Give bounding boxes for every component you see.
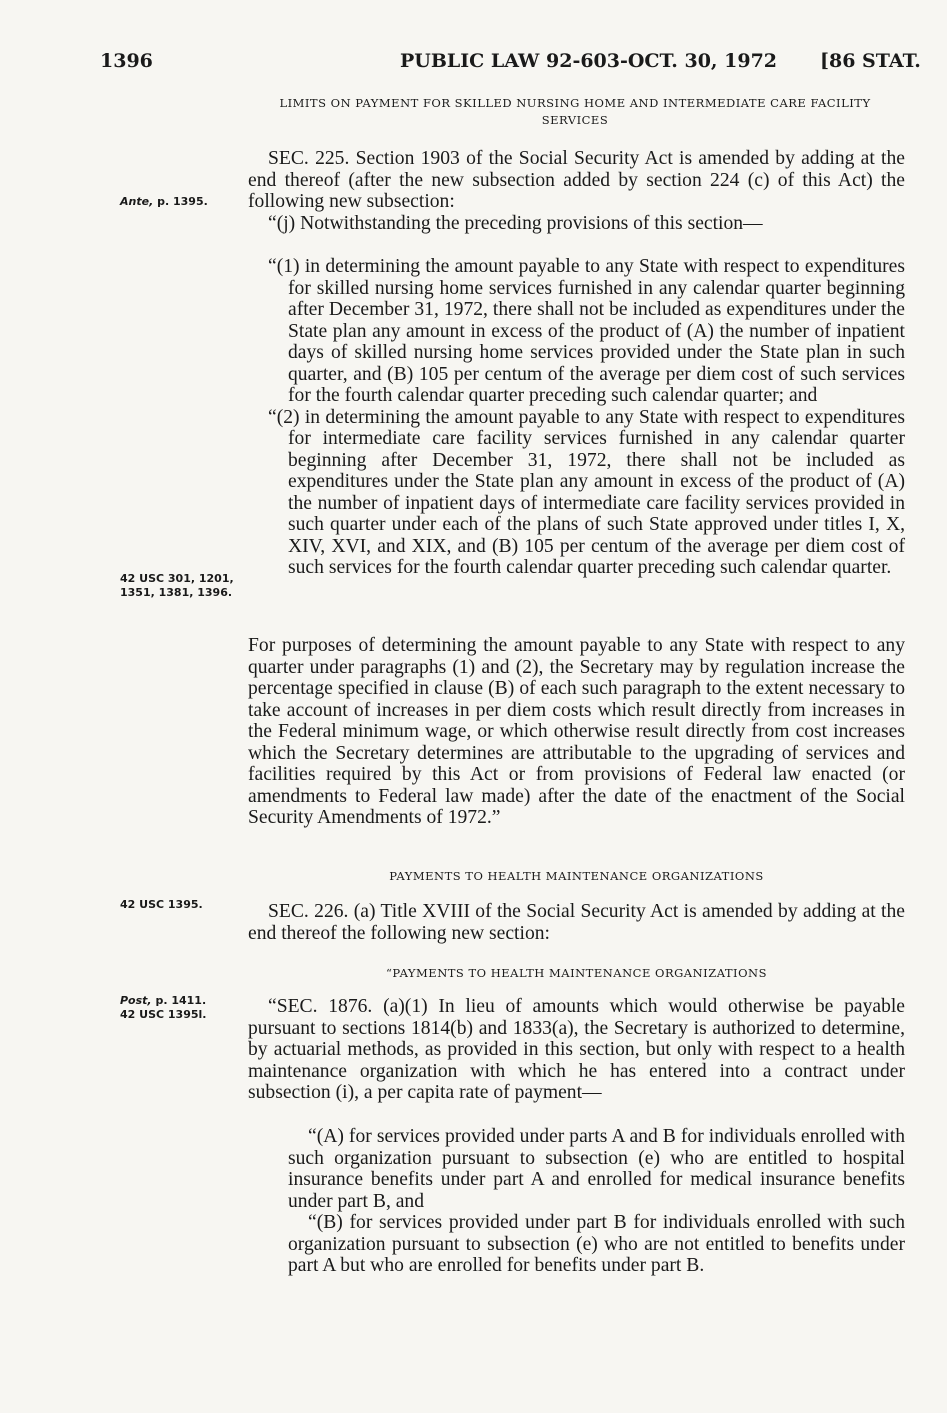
section-226-text: [248, 901, 905, 944]
section-1876-intro: [248, 996, 905, 1104]
section-225-closing: For purposes of determining the amount payable to any State with respect to any quarter under paragraphs (1) and (2), the Secretary may by regulation increase the percentage specified in clause (B) of each such paragraph to the extent necessary to take account of increases in per diem costs which result directly from increases in the Federal minimum wage, or which otherwise result directly from cost increases which the Secretary determines are attributable to the upgrading of services and facilities required by this Act or from provisions of Federal law enacted (or amendments to Federal law made) after the date of the enactment of the Social Security Amendments of 1972.”: [248, 635, 905, 828]
section-225-heading: LIMITS ON PAYMENT FOR SKILLED NURSING HOME AND INTERMEDIATE CARE FACILITY SERVICES: [279, 96, 871, 127]
section-226-heading: PAYMENTS TO HEALTH MAINTENANCE ORGANIZATIONS: [389, 869, 764, 883]
margin-note-ante: [120, 195, 240, 209]
section-225-paragraphs: [268, 256, 905, 579]
subsection-j: “(j) Notwithstanding the preceding provisions of this section—: [268, 212, 763, 234]
section-226-label: SEC. 226.: [268, 901, 349, 922]
section-225-label: SEC. 225.: [268, 148, 350, 169]
clause-B: “(B) for services provided under part B for individuals enrolled with such organization pursuant to subsection (e) who are not entitled to benefits under part A but who are enrolled for benefits under part B.: [288, 1212, 905, 1276]
section-1876-intro-text: (a)(1) In lieu of amounts which would otherwise be payable pursuant to sections 1814(b) and 1833(a), the Secretary is authorized to determine, by actuarial methods, as provided in this section, but only with respect to a health maintenance organization with which he has entered into a contract under subsection (i), a per capita rate of payment—: [248, 996, 906, 1103]
margin-note-post-prefix: Post,: [120, 994, 152, 1007]
section-1876-clauses: [288, 1126, 905, 1277]
section-225-intro: [248, 148, 905, 213]
section-1876-heading: “PAYMENTS TO HEALTH MAINTENANCE ORGANIZATIONS: [386, 966, 767, 980]
margin-note-ante-ref: p. 1395.: [157, 195, 208, 208]
section-1876-label: “SEC. 1876.: [268, 996, 373, 1017]
statute-volume: [86 STAT.: [820, 50, 921, 72]
paragraph-1: “(1) in determining the amount payable to any State with respect to expenditures for skilled nursing home services furnished in any calendar quarter beginning after December 31, 1972, there shall not be included as expenditures under the State plan any amount in excess of the product of (A) the number of inpatient days of skilled nursing home services provided under the State plan in such quarter, and (B) 105 per centum of the average per diem cost of such services for the fourth calendar quarter preceding such calendar quarter; and: [268, 256, 905, 406]
margin-note-post: [120, 994, 240, 1022]
section-1876-text: [248, 996, 905, 1104]
section-225-intro-text: Section 1903 of the Social Security Act is amended by adding at the end thereof (after the new subsection added by section 224 (c) of this Act) the following new subsection:: [248, 148, 905, 212]
paragraph-2: “(2) in determining the amount payable to any State with respect to expenditures for intermediate care facility services furnished in any calendar quarter beginning after December 31, 1972, there shall not be included as expenditures under the State plan any amount in excess of the product of (A) the number of inpatient days of intermediate care facility services provided in such quarter under each of the plans of such State approved under titles I, X, XIV, XVI, and XIX, and (B) 105 per centum of the average per diem cost of such services for the fourth calendar quarter preceding such calendar quarter.: [268, 406, 905, 578]
margin-note-usc-list: 42 USC 301, 1201, 1351, 1381, 1396.: [120, 572, 234, 599]
clause-A: “(A) for services provided under parts A and B for individuals enrolled with such organization pursuant to subsection (e) who are entitled to hospital insurance benefits under part A and enrolled for medical insurance benefits under part B, and: [288, 1126, 905, 1212]
section-225-text: [248, 148, 905, 234]
margin-note-post-ref: p. 1411.: [155, 994, 207, 1007]
running-title: PUBLIC LAW 92-603-OCT. 30, 1972: [400, 50, 778, 72]
page-number: 1396: [100, 50, 153, 72]
margin-note-ante-prefix: Ante,: [120, 195, 154, 208]
section-226-intro-text: (a) Title XVIII of the Social Security Act is amended by adding at the end thereof the following new section:: [248, 901, 905, 944]
margin-note-usc-1395: 42 USC 1395.: [120, 898, 203, 911]
section-226-intro: [248, 901, 905, 944]
margin-note-usc-1395l: 42 USC 1395l.: [120, 1008, 207, 1021]
